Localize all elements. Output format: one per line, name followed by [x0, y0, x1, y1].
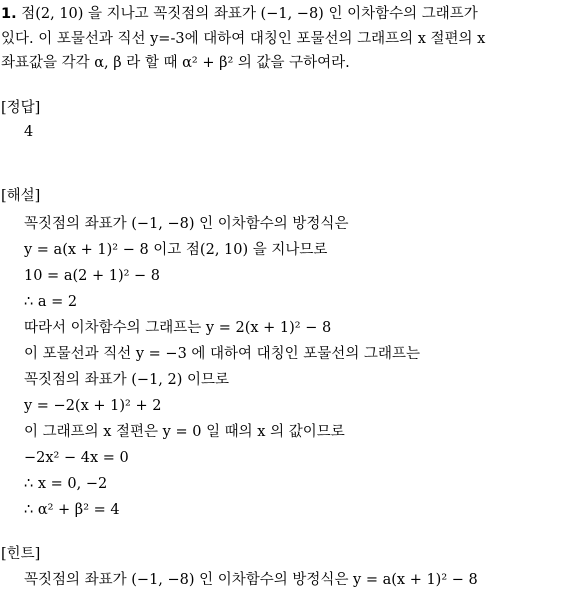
solution-line: 이 그래프의 x 절편은 y = 0 일 때의 x 의 값이므로	[24, 424, 345, 440]
solution-line: ∴ a = 2	[24, 294, 78, 310]
solution-line: −2x² − 4x = 0	[24, 450, 129, 466]
question-text-1: 점(2, 10) 을 지나고 꼭짓점의 좌표가 (−1, −8) 인 이차함수의 그래프가	[21, 6, 478, 22]
solution-line: 10 = a(2 + 1)² − 8	[24, 268, 161, 284]
solution-line: 따라서 이차함수의 그래프는 y = 2(x + 1)² − 8	[24, 320, 332, 336]
solution-label: [해설]	[1, 188, 41, 204]
solution-line: 꼭짓점의 좌표가 (−1, 2) 이므로	[24, 372, 230, 388]
solution-line: y = a(x + 1)² − 8 이고 점(2, 10) 을 지나므로	[24, 242, 328, 258]
solution-line: ∴ α² + β² = 4	[24, 502, 120, 518]
answer-label: [정답]	[1, 100, 41, 116]
hint-label: [힌트]	[1, 546, 41, 562]
answer-value: 4	[24, 124, 34, 140]
solution-line: 이 포물선과 직선 y = −3 에 대하여 대칭인 포물선의 그래프는	[24, 346, 420, 362]
hint-text: 꼭짓점의 좌표가 (−1, −8) 인 이차함수의 방정식은 y = a(x + 1)² − 8	[24, 572, 478, 588]
solution-line: ∴ x = 0, −2	[24, 476, 108, 492]
question-number: 1.	[1, 6, 17, 22]
question-text-3: 좌표값을 각각 α, β 라 할 때 α² + β² 의 값을 구하여라.	[1, 55, 350, 71]
solution-line: 꼭짓점의 좌표가 (−1, −8) 인 이차함수의 방정식은	[24, 216, 349, 232]
question-line-1	[1, 4, 478, 24]
solution-line: y = −2(x + 1)² + 2	[24, 398, 162, 414]
question-text-2: 있다. 이 포물선과 직선 y=-3에 대하여 대칭인 포물선의 그래프의 x 절편의 x	[1, 31, 486, 47]
